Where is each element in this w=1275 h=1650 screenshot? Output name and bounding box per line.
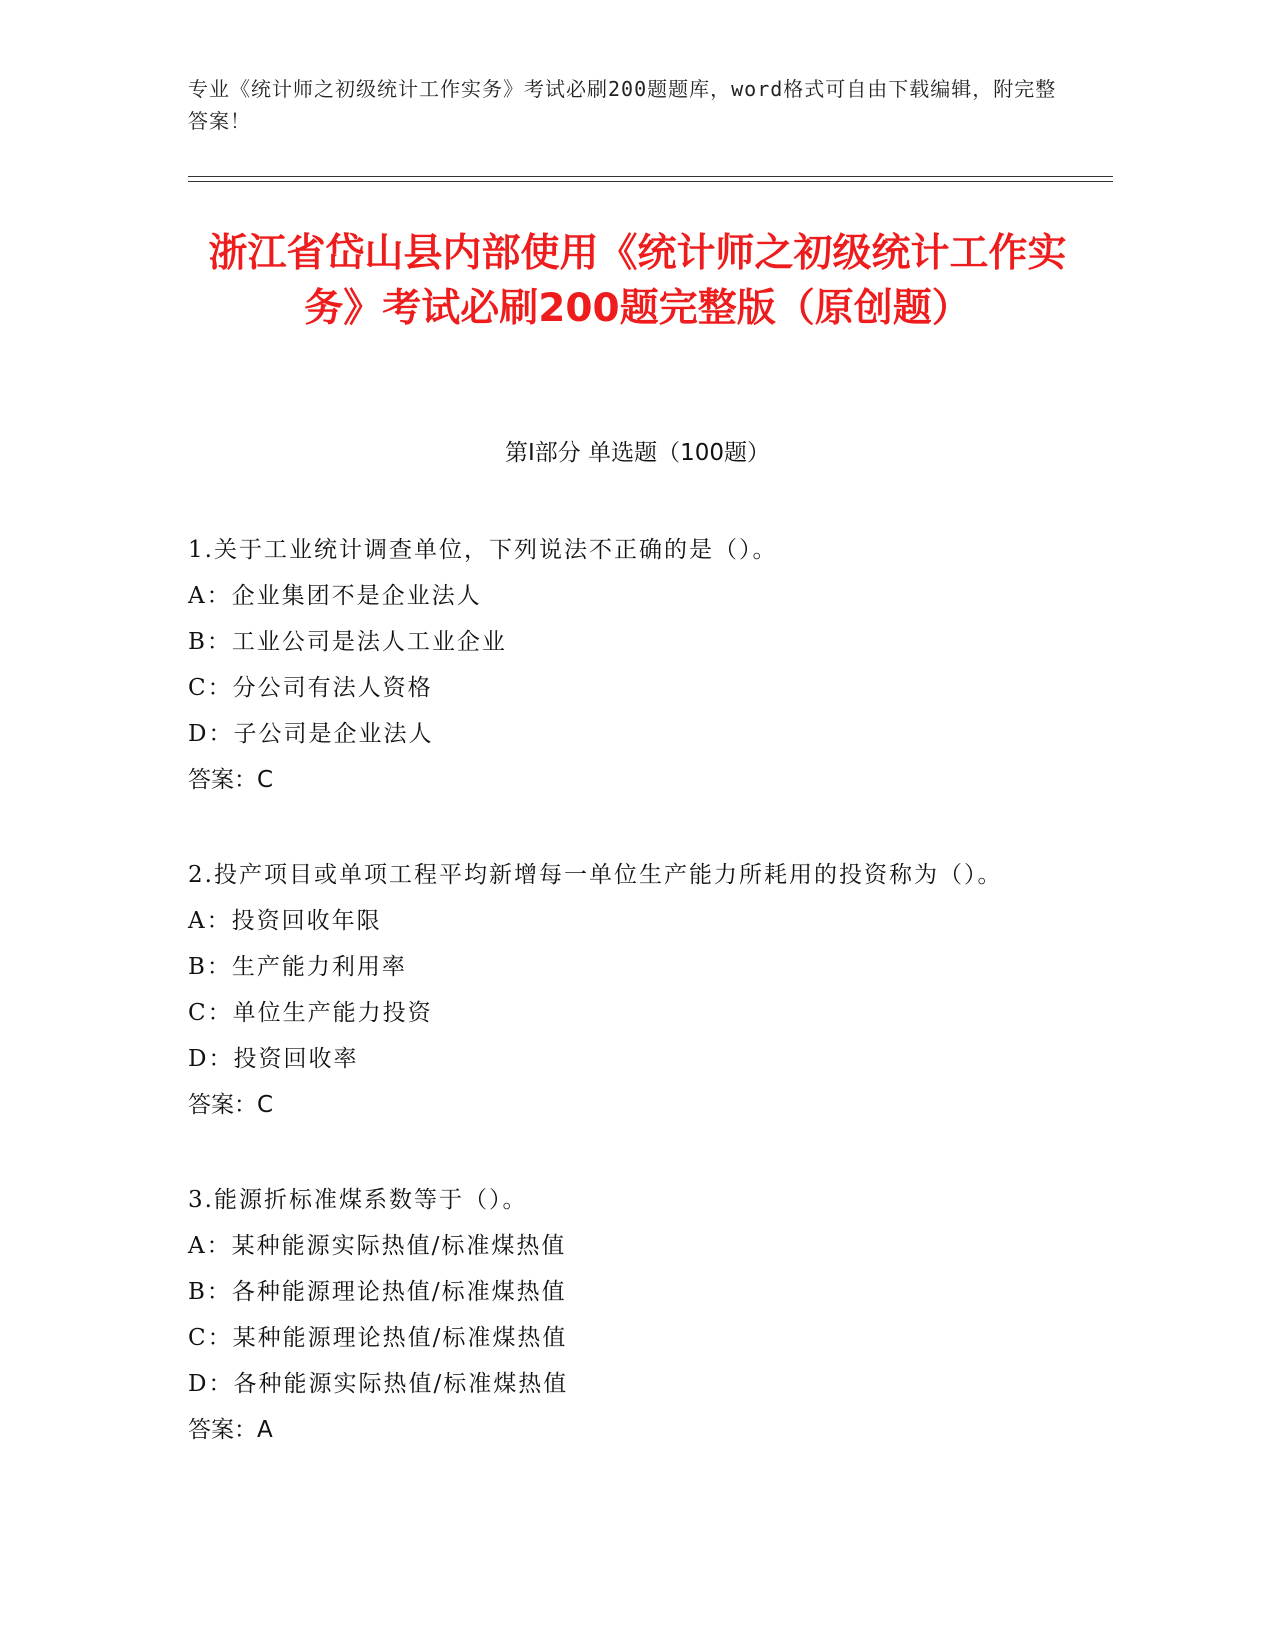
question-list [188,527,1068,1502]
question-2 [188,852,1068,1128]
header-note: 专业《统计师之初级统计工作实务》考试必刷200题题库，word格式可自由下载编辑，附完整答案！ [188,77,1057,133]
question-stem: 1.关于工业统计调查单位，下列说法不正确的是（）。 [188,537,778,563]
option-b: B：工业公司是法人工业企业 [188,629,507,655]
question-stem: 2.投产项目或单项工程平均新增每一单位生产能力所耗用的投资称为（）。 [188,862,1003,888]
option-a: A：企业集团不是企业法人 [188,583,482,609]
option-c: C：分公司有法人资格 [188,675,433,701]
document-title: 浙江省岱山县内部使用《统计师之初级统计工作实务》考试必刷200题完整版（原创题） [208,231,1067,331]
option-a: A：投资回收年限 [188,908,382,934]
option-c: C：单位生产能力投资 [188,1000,433,1026]
option-c: C：某种能源理论热值/标准煤热值 [188,1325,568,1351]
option-d: D：子公司是企业法人 [188,721,434,747]
option-d: D：各种能源实际热值/标准煤热值 [188,1371,569,1397]
section-heading: 第Ⅰ部分 单选题（100题） [505,440,770,466]
header-divider-top [188,176,1113,177]
option-a: A：某种能源实际热值/标准煤热值 [188,1233,567,1259]
header-divider-bottom [188,181,1113,182]
question-1 [188,527,1068,803]
answer: 答案：A [188,1417,273,1443]
answer: 答案：C [188,767,274,793]
option-d: D：投资回收率 [188,1046,359,1072]
question-stem: 3.能源折标准煤系数等于（）。 [188,1187,528,1213]
answer: 答案：C [188,1092,274,1118]
question-3 [188,1177,1068,1453]
option-b: B：生产能力利用率 [188,954,407,980]
option-b: B：各种能源理论热值/标准煤热值 [188,1279,567,1305]
